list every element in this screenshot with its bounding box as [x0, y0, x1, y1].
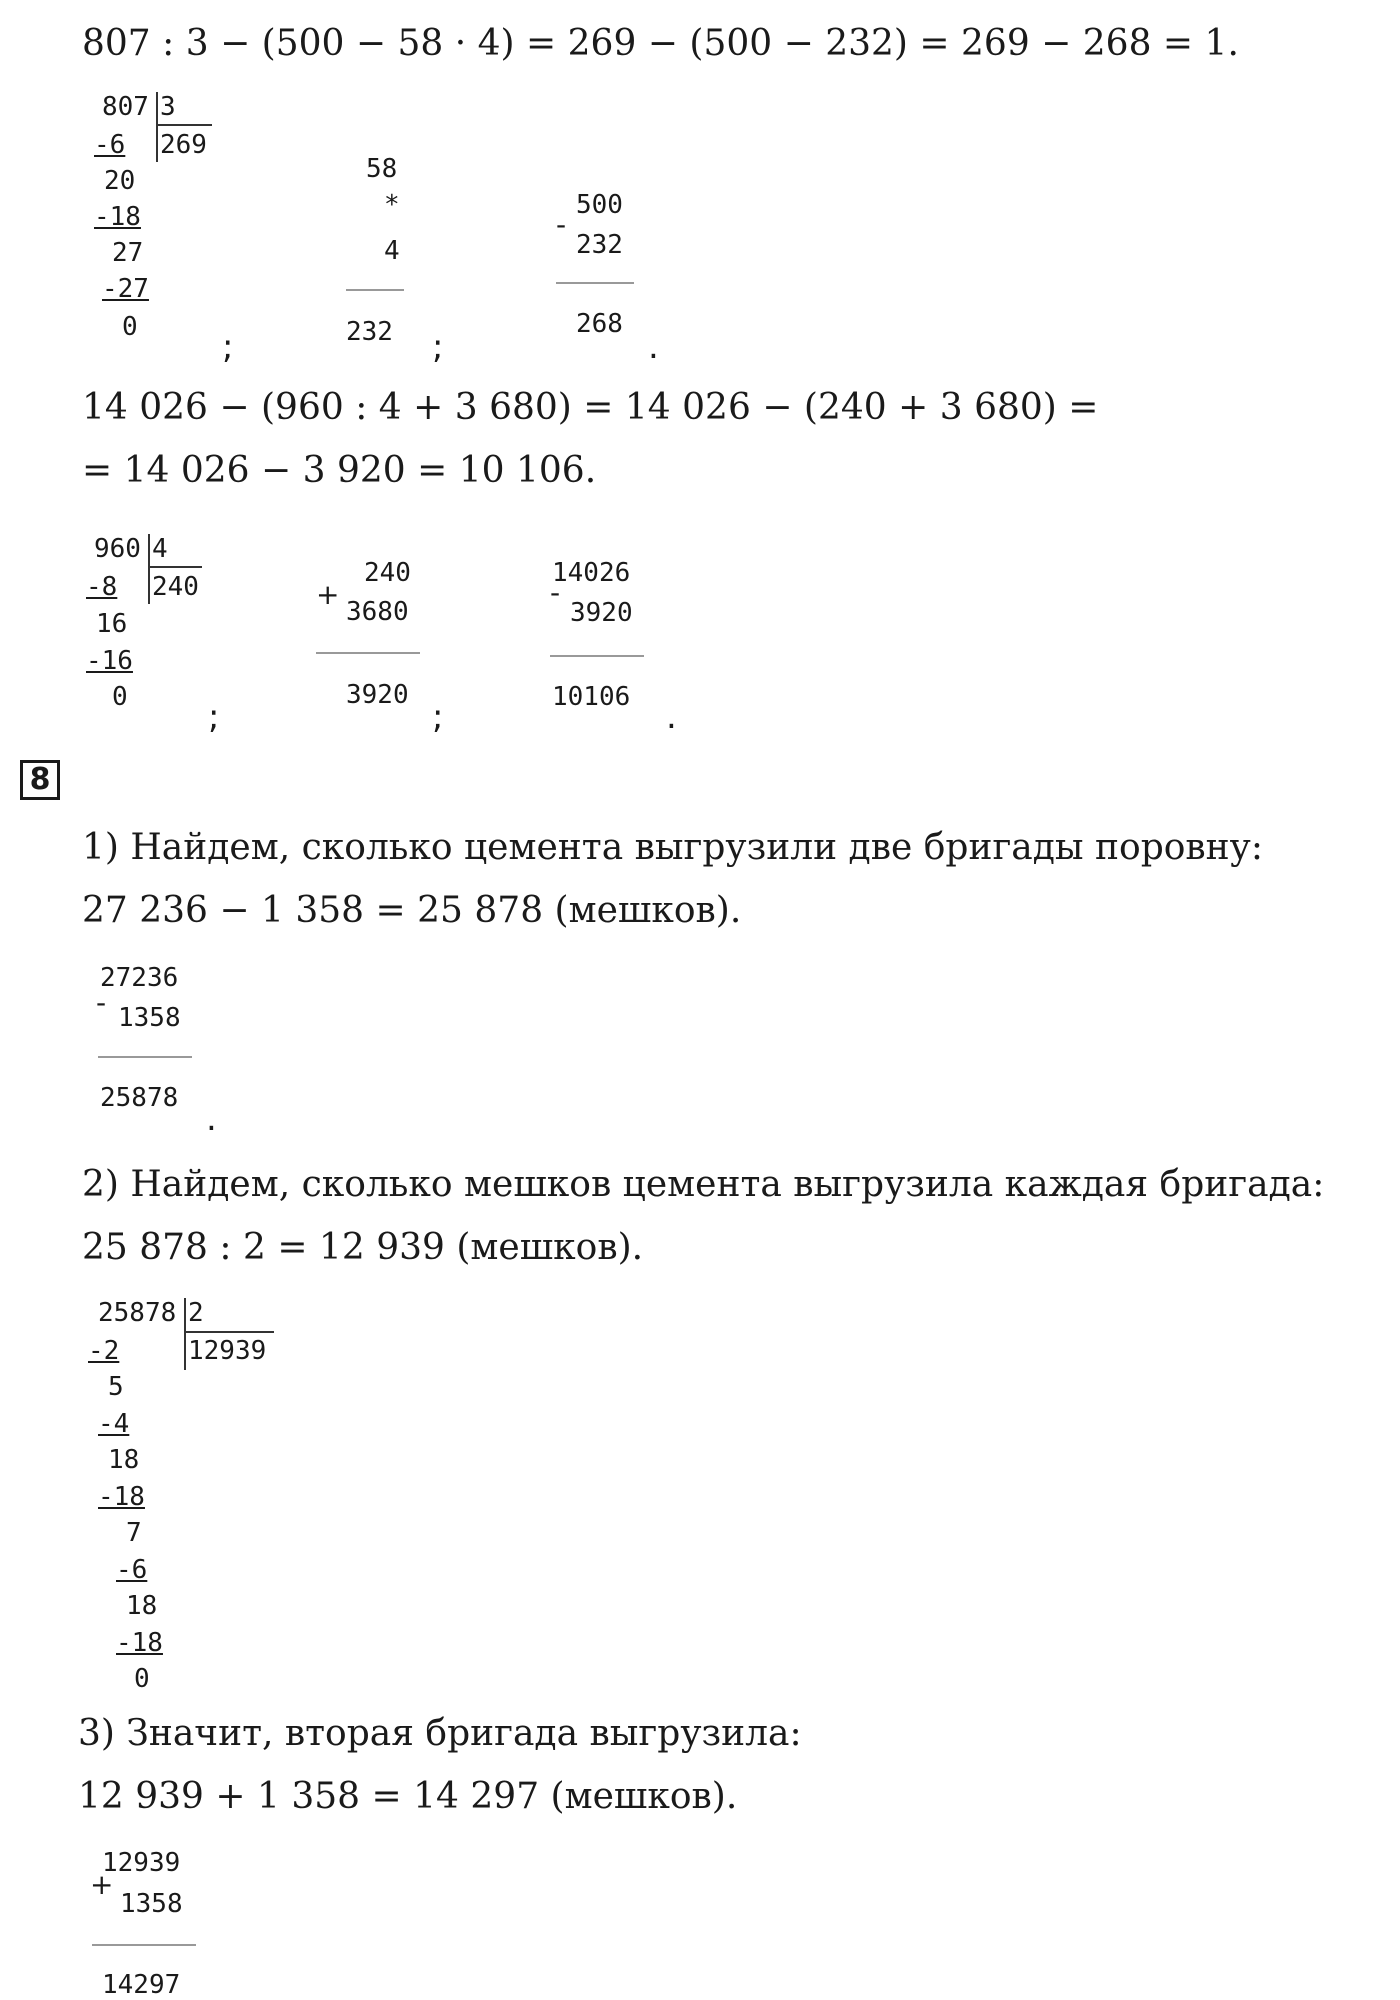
period: .	[648, 327, 659, 367]
result: 232	[346, 317, 393, 347]
operand: 500	[576, 190, 623, 220]
operand: 3920	[570, 598, 633, 628]
result-line	[92, 1944, 196, 1946]
result: 25878	[100, 1083, 179, 1113]
division-step: 20	[104, 166, 136, 196]
separator: ;	[432, 327, 444, 367]
result-line	[346, 289, 404, 291]
division-step: 0	[122, 312, 138, 342]
dividend: 960	[94, 534, 141, 564]
plus-sign: +	[316, 578, 340, 611]
minus-sign: -	[556, 208, 567, 241]
multiply-sign: *	[384, 190, 400, 220]
division-step: -18	[116, 1628, 163, 1658]
operand: 1358	[120, 1889, 183, 1919]
equation-3: = 14 026 − 3 920 = 10 106.	[82, 450, 597, 491]
division-bar	[148, 534, 150, 604]
separator: ;	[222, 327, 234, 367]
quotient-line	[158, 124, 212, 126]
quotient: 269	[160, 130, 207, 160]
equation-2: 14 026 − (960 : 4 + 3 680) = 14 026 − (240 + 3 680) =	[82, 387, 1099, 428]
result-line	[316, 652, 420, 654]
operand: 3680	[346, 597, 409, 627]
quotient-line	[150, 566, 202, 568]
step-3-text: 3) Значит, вторая бригада выгрузила:	[78, 1713, 802, 1754]
operand: 58	[366, 154, 398, 184]
division-step: 0	[112, 682, 128, 712]
result: 268	[576, 309, 623, 339]
division-bar	[184, 1298, 186, 1370]
result: 3920	[346, 680, 409, 710]
division-step: 27	[112, 238, 144, 268]
division-step: -16	[86, 646, 133, 676]
plus-sign: +	[90, 1868, 114, 1901]
division-step: -18	[94, 202, 141, 232]
step-2-equation: 25 878 : 2 = 12 939 (мешков).	[82, 1227, 644, 1268]
step-3-equation: 12 939 + 1 358 = 14 297 (мешков).	[78, 1776, 738, 1817]
division-step: 16	[96, 609, 128, 639]
separator: ;	[432, 697, 444, 737]
operand: 4	[384, 236, 400, 266]
dividend: 807	[102, 92, 149, 122]
division-step: 5	[108, 1372, 124, 1402]
division-step: 18	[126, 1591, 158, 1621]
divisor: 3	[160, 92, 176, 122]
divisor: 2	[188, 1298, 204, 1328]
task-number: 8	[20, 760, 60, 800]
divisor: 4	[152, 534, 168, 564]
result-line	[556, 282, 634, 284]
division-step: -8	[86, 572, 118, 602]
division-bar	[156, 92, 158, 162]
division-step: -4	[98, 1409, 130, 1439]
result: 14297	[102, 1970, 181, 2000]
separator: ;	[208, 697, 220, 737]
period: .	[666, 697, 677, 737]
operand: 27236	[100, 963, 179, 993]
quotient: 240	[152, 572, 199, 602]
division-step: -6	[94, 130, 126, 160]
division-step: -18	[98, 1482, 145, 1512]
operand: 232	[576, 230, 623, 260]
division-step: 18	[108, 1445, 140, 1475]
result: 10106	[552, 682, 631, 712]
operand: 240	[364, 558, 411, 588]
result-line	[550, 655, 644, 657]
operand: 1358	[118, 1003, 181, 1033]
division-step: -27	[102, 274, 149, 304]
step-1-equation: 27 236 − 1 358 = 25 878 (мешков).	[82, 890, 742, 931]
operand: 12939	[102, 1848, 181, 1878]
minus-sign: -	[96, 986, 107, 1019]
minus-sign: -	[550, 576, 561, 609]
division-step: 0	[134, 1664, 150, 1694]
step-2-text: 2) Найдем, сколько мешков цемента выгрузила каждая бригада:	[82, 1164, 1325, 1205]
period: .	[206, 1099, 217, 1139]
dividend: 25878	[98, 1298, 177, 1328]
operand: 14026	[552, 558, 631, 588]
step-1-text: 1) Найдем, сколько цемента выгрузили две бригады поровну:	[82, 827, 1263, 868]
division-step: 7	[126, 1518, 142, 1548]
quotient: 12939	[188, 1336, 267, 1366]
quotient-line	[186, 1331, 274, 1333]
result-line	[98, 1056, 192, 1058]
division-step: -6	[116, 1555, 148, 1585]
equation-1: 807 : 3 − (500 − 58 · 4) = 269 − (500 − 232) = 269 − 268 = 1.	[82, 23, 1239, 64]
division-step: -2	[88, 1336, 120, 1366]
